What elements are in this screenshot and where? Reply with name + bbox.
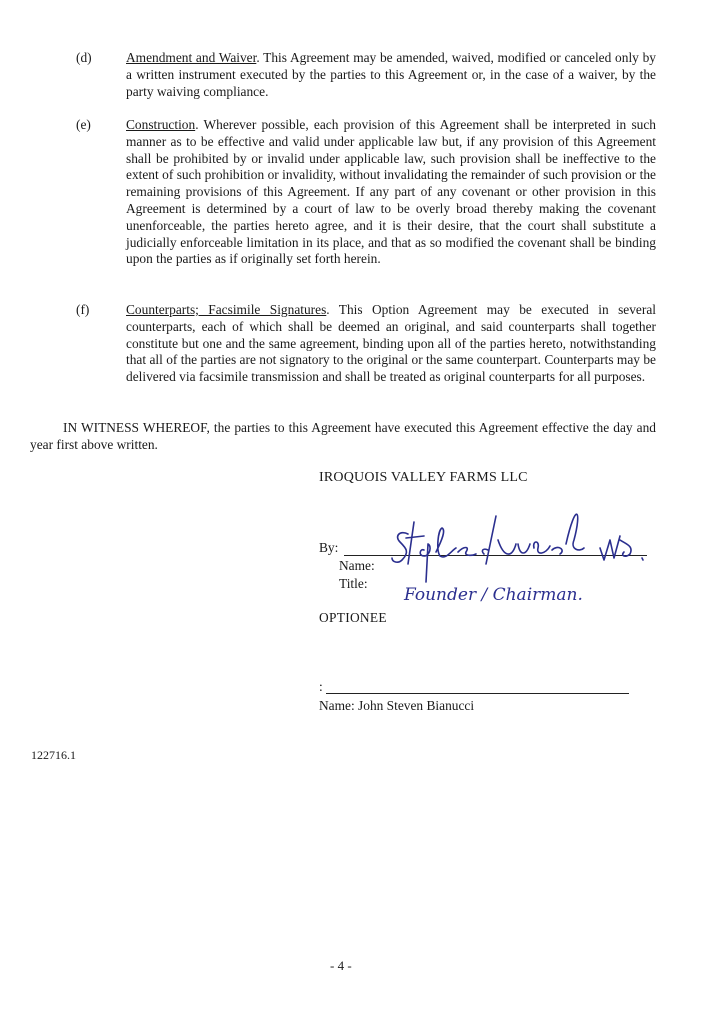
section-heading: Counterparts; Facsimile Signatures (126, 302, 327, 317)
document-number: 122716.1 (31, 748, 76, 762)
section-amendment (76, 50, 656, 100)
optionee-label: OPTIONEE (319, 610, 387, 625)
title-label: Title: (339, 576, 368, 591)
signature-text: Stephen Bianucci MD (390, 558, 399, 559)
name-label: Name: (339, 558, 375, 573)
section-text: . This Option Agreement may be executed in several counterparts, each of which shall be deemed an original, and said counterparts shall together constitute but one and the same agreement, binding upon all of the parties hereto, notwithstanding that all of the parties are not signatory to the original or the same counterpart. Counterparts may be delivered via facsimile transmission and shall be treated as original counterparts for all purposes. (126, 302, 656, 385)
handwritten-signature (380, 500, 660, 610)
section-text: . Wherever possible, each provision of this Agreement shall be interpreted in such manner as to be effective and valid under applicable law but, if any provision of this Agreement shall be prohibited by or invalid under applicable law, such provision shall be ineffective to the extent of such prohibition or invalidity, without invalidating the remainder of such provision or the remaining provisions of this Agreement. If any part of any covenant or other provision in this Agreement is determined by a court of law to be overly broad thereby making the covenant unenforceable, the parties hereto agree, and it is their desire, that the court shall substitute a judicially enforceable limitation in its place, and that as so modified the covenant shall be binding upon the parties as if originally set forth herein. (126, 117, 656, 267)
section-counterparts (76, 302, 656, 386)
optionee-name: Name: John Steven Bianucci (319, 698, 475, 713)
witness-clause (30, 419, 656, 453)
handwritten-title: Founder / Chairman. (404, 585, 583, 605)
section-heading: Construction (126, 117, 196, 132)
by-label: By: (319, 540, 339, 555)
optionee-colon: : (319, 679, 323, 694)
witness-text: IN WITNESS WHEREOF, the parties to this Agreement have executed this Agreement effective the day and year first above written. (30, 420, 656, 452)
section-body (126, 302, 656, 386)
section-body (126, 50, 656, 100)
page-number: - 4 - (330, 958, 352, 973)
section-letter: (f) (76, 302, 90, 317)
section-construction (76, 117, 656, 268)
optionee-signature-line (326, 693, 629, 694)
company-name: IROQUOIS VALLEY FARMS LLC (319, 470, 528, 485)
section-text: . This Agreement may be amended, waived, modified or canceled only by a written instrument executed by the parties to this Agreement or, in the case of a waiver, by the party waiving compliance. (126, 50, 656, 99)
section-heading: Amendment and Waiver (126, 50, 257, 65)
section-letter: (e) (76, 117, 91, 132)
section-body (126, 117, 656, 268)
section-letter: (d) (76, 50, 92, 65)
